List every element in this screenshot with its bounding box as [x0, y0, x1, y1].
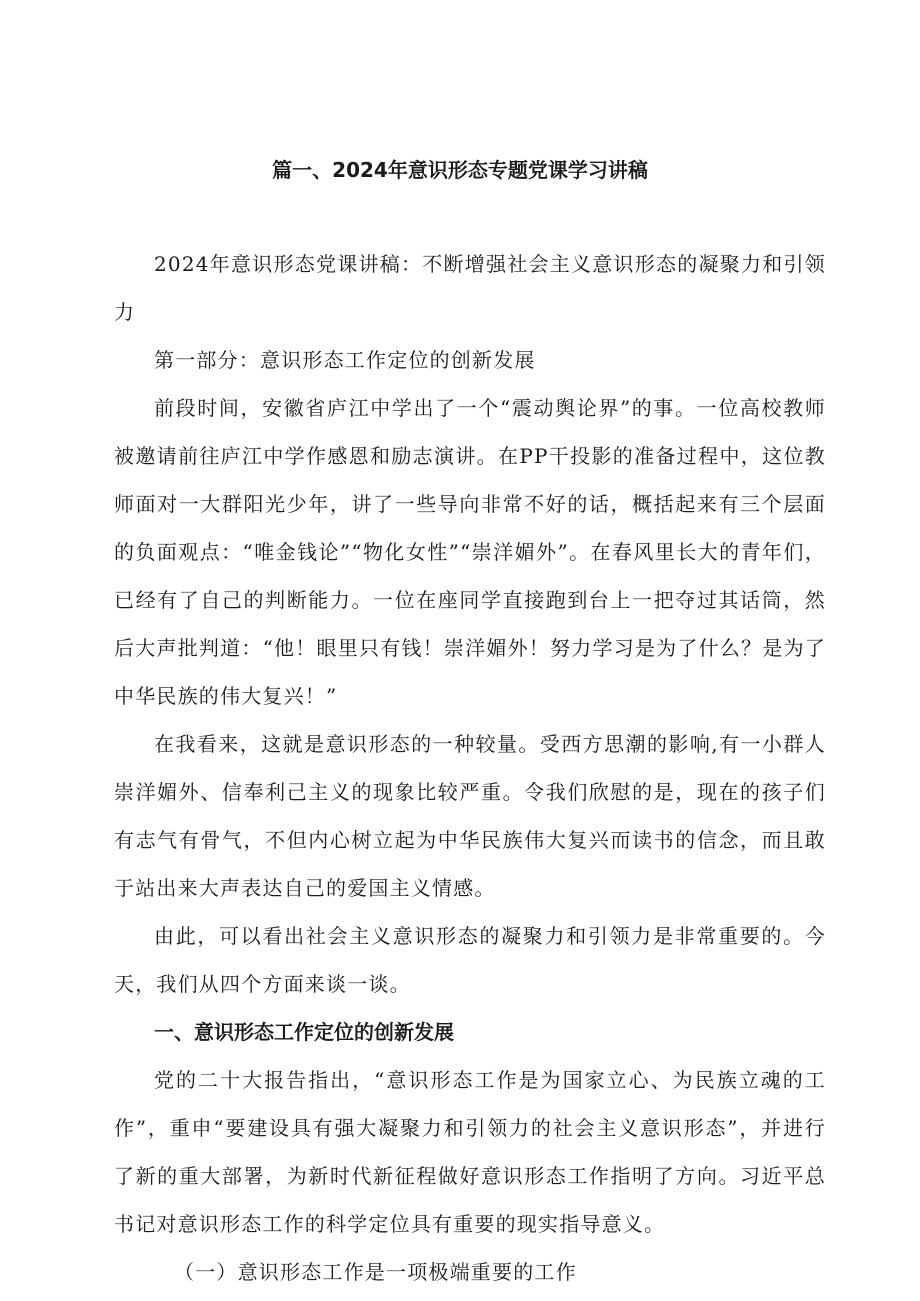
section-heading-1: 一、意识形态工作定位的创新发展: [154, 1020, 454, 1044]
paragraph-intro: 由此，可以看出社会主义意识形态的凝聚力和引领力是非常重要的。今天，我们从四个方面来谈一谈。: [114, 924, 826, 996]
paragraph-anecdote: 前段时间，安徽省庐江中学出了一个“震动舆论界”的事。一位高校教师被邀请前往庐江中学作感恩和励志演讲。在PP干投影的准备过程中，这位教师面对一大群阳光少年，讲了一些导向非常不好的话，概括起来有三个层面的负面观点：“唯金钱论”“物化女性”“崇洋媚外”。在春风里长大的青年们，已经有了自己的判断能力。一位在座同学直接跑到台上一把夺过其话筒，然后大声批判道：“他！眼里只有钱！崇洋媚外！努力学习是为了什么？是为了中华民族的伟大复兴！”: [114, 396, 826, 708]
paragraph-report: 党的二十大报告指出，“意识形态工作是为国家立心、为民族立魂的工作”，重申“要建设具有强大凝聚力和引领力的社会主义意识形态”，并进行了新的重大部署，为新时代新征程做好意识形态工作指明了方向。习近平总书记对意识形态工作的科学定位具有重要的现实指导意义。: [114, 1068, 826, 1236]
subsection-heading-1: （一）意识形态工作是一项极端重要的工作: [174, 1260, 577, 1284]
paragraph-opinion: 在我看来，这就是意识形态的一种较量。受西方思潮的影响,有一小群人崇洋媚外、信奉利己主义的现象比较严重。令我们欣慰的是，现在的孩子们有志气有骨气，不但内心树立起为中华民族伟大复兴而读书的信念，而且敢于站出来大声表达自己的爱国主义情感。: [114, 732, 826, 900]
document-body: [114, 240, 826, 1296]
document-title: 篇一、2024年意识形态专题党课学习讲稿: [272, 158, 648, 182]
paragraph-part-one: 第一部分：意识形态工作定位的创新发展: [154, 348, 536, 372]
paragraph-lecture-title: 2024年意识形态党课讲稿：不断增强社会主义意识形态的凝聚力和引领力: [114, 252, 826, 324]
